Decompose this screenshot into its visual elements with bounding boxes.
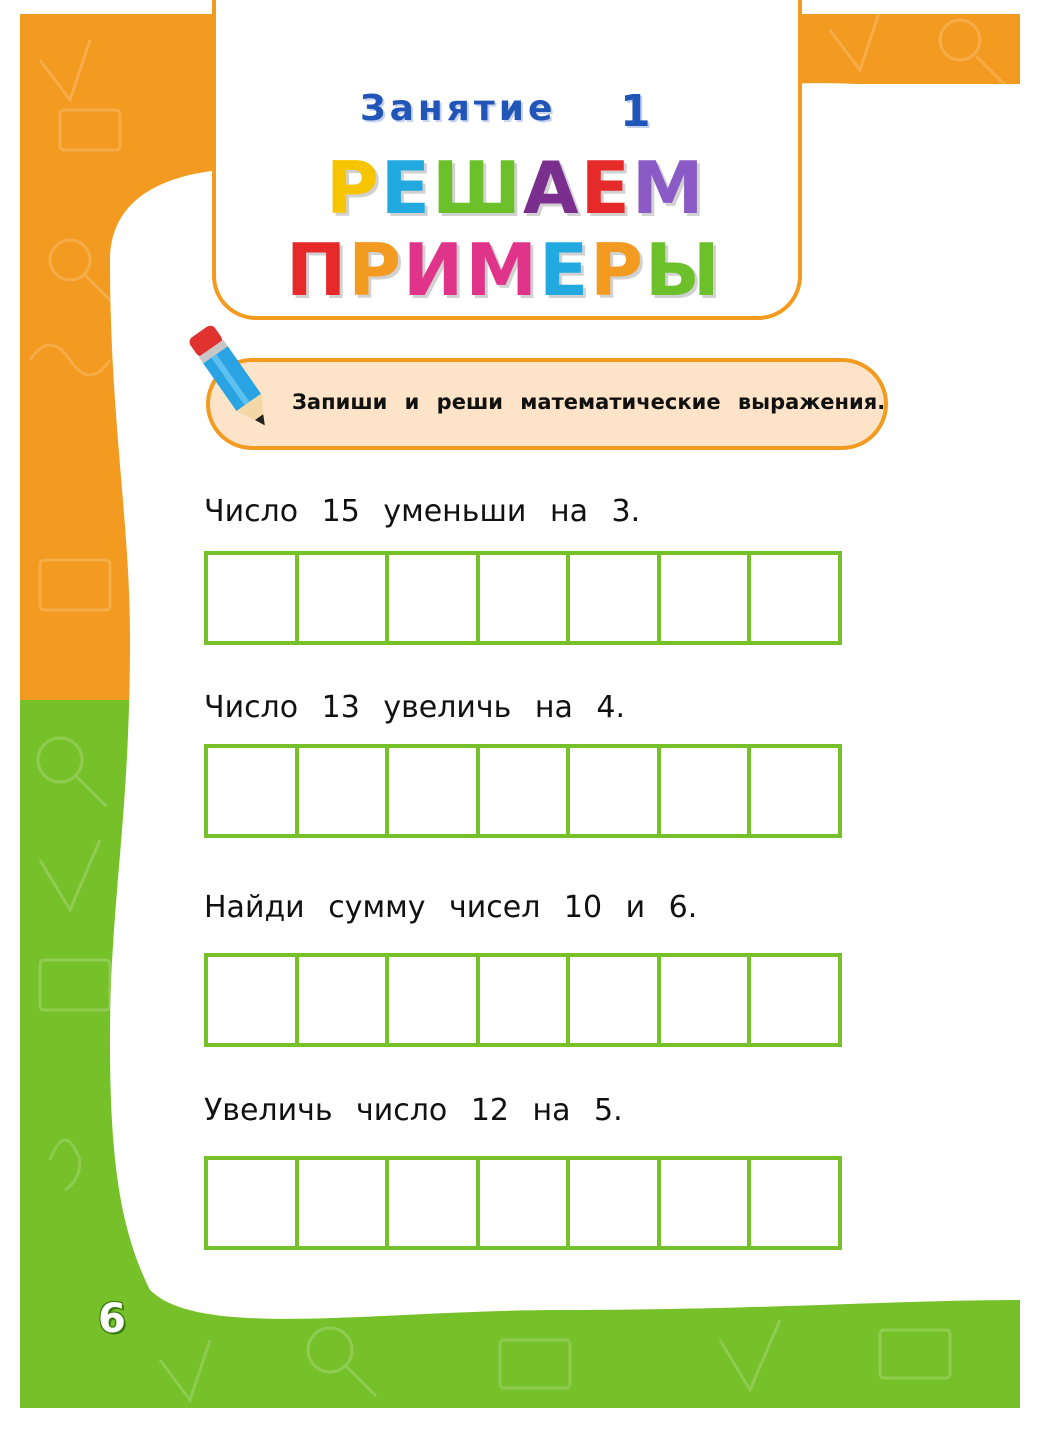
title-letter: Е: [380, 146, 432, 230]
answer-grid-4[interactable]: [204, 1156, 842, 1250]
answer-grid-1[interactable]: [204, 551, 842, 645]
answer-cell[interactable]: [295, 551, 390, 645]
instruction-text: Запиши и реши математические выражения.: [292, 390, 886, 414]
task-2-text: Число 13 увеличь на 4.: [204, 690, 625, 725]
answer-cell[interactable]: [747, 1156, 842, 1250]
title-letter: П: [286, 228, 349, 312]
lesson-number: 1: [620, 86, 651, 137]
title-letter: Ы: [644, 228, 722, 312]
answer-cell[interactable]: [476, 744, 571, 838]
answer-cell[interactable]: [657, 744, 752, 838]
answer-cell[interactable]: [295, 744, 390, 838]
task-4-text: Увеличь число 12 на 5.: [204, 1093, 623, 1128]
answer-cell[interactable]: [566, 744, 661, 838]
title-letter: Р: [590, 228, 645, 312]
answer-cell[interactable]: [566, 953, 661, 1047]
page-title-line1: [326, 146, 706, 230]
page-title-line2: [286, 228, 722, 312]
answer-cell[interactable]: [204, 744, 299, 838]
answer-cell[interactable]: [657, 1156, 752, 1250]
answer-cell[interactable]: [385, 953, 480, 1047]
answer-cell[interactable]: [476, 551, 571, 645]
answer-cell[interactable]: [476, 1156, 571, 1250]
pencil-icon: [176, 312, 286, 442]
answer-cell[interactable]: [295, 1156, 390, 1250]
answer-cell[interactable]: [385, 744, 480, 838]
title-letter: И: [403, 228, 466, 312]
answer-cell[interactable]: [385, 1156, 480, 1250]
title-letter: М: [631, 146, 706, 230]
answer-grid-3[interactable]: [204, 953, 842, 1047]
title-letter: Е: [538, 228, 591, 312]
task-1-text: Число 15 уменьши на 3.: [204, 494, 641, 529]
title-letter: Р: [326, 146, 381, 230]
answer-cell[interactable]: [657, 551, 752, 645]
title-letter: Р: [348, 228, 404, 312]
answer-cell[interactable]: [747, 744, 842, 838]
title-letter: А: [522, 146, 581, 230]
title-letter: Ш: [431, 146, 523, 230]
title-letter: Е: [580, 146, 632, 230]
answer-cell[interactable]: [566, 551, 661, 645]
answer-cell[interactable]: [747, 953, 842, 1047]
lesson-label: Занятие: [360, 88, 557, 129]
answer-grid-2[interactable]: [204, 744, 842, 838]
task-3-text: Найди сумму чисел 10 и 6.: [204, 890, 698, 925]
answer-cell[interactable]: [657, 953, 752, 1047]
answer-cell[interactable]: [385, 551, 480, 645]
answer-cell[interactable]: [566, 1156, 661, 1250]
answer-cell[interactable]: [747, 551, 842, 645]
answer-cell[interactable]: [204, 953, 299, 1047]
page-number: 6: [98, 1296, 126, 1342]
answer-cell[interactable]: [204, 1156, 299, 1250]
answer-cell[interactable]: [204, 551, 299, 645]
title-letter: М: [465, 228, 539, 312]
answer-cell[interactable]: [476, 953, 571, 1047]
answer-cell[interactable]: [295, 953, 390, 1047]
